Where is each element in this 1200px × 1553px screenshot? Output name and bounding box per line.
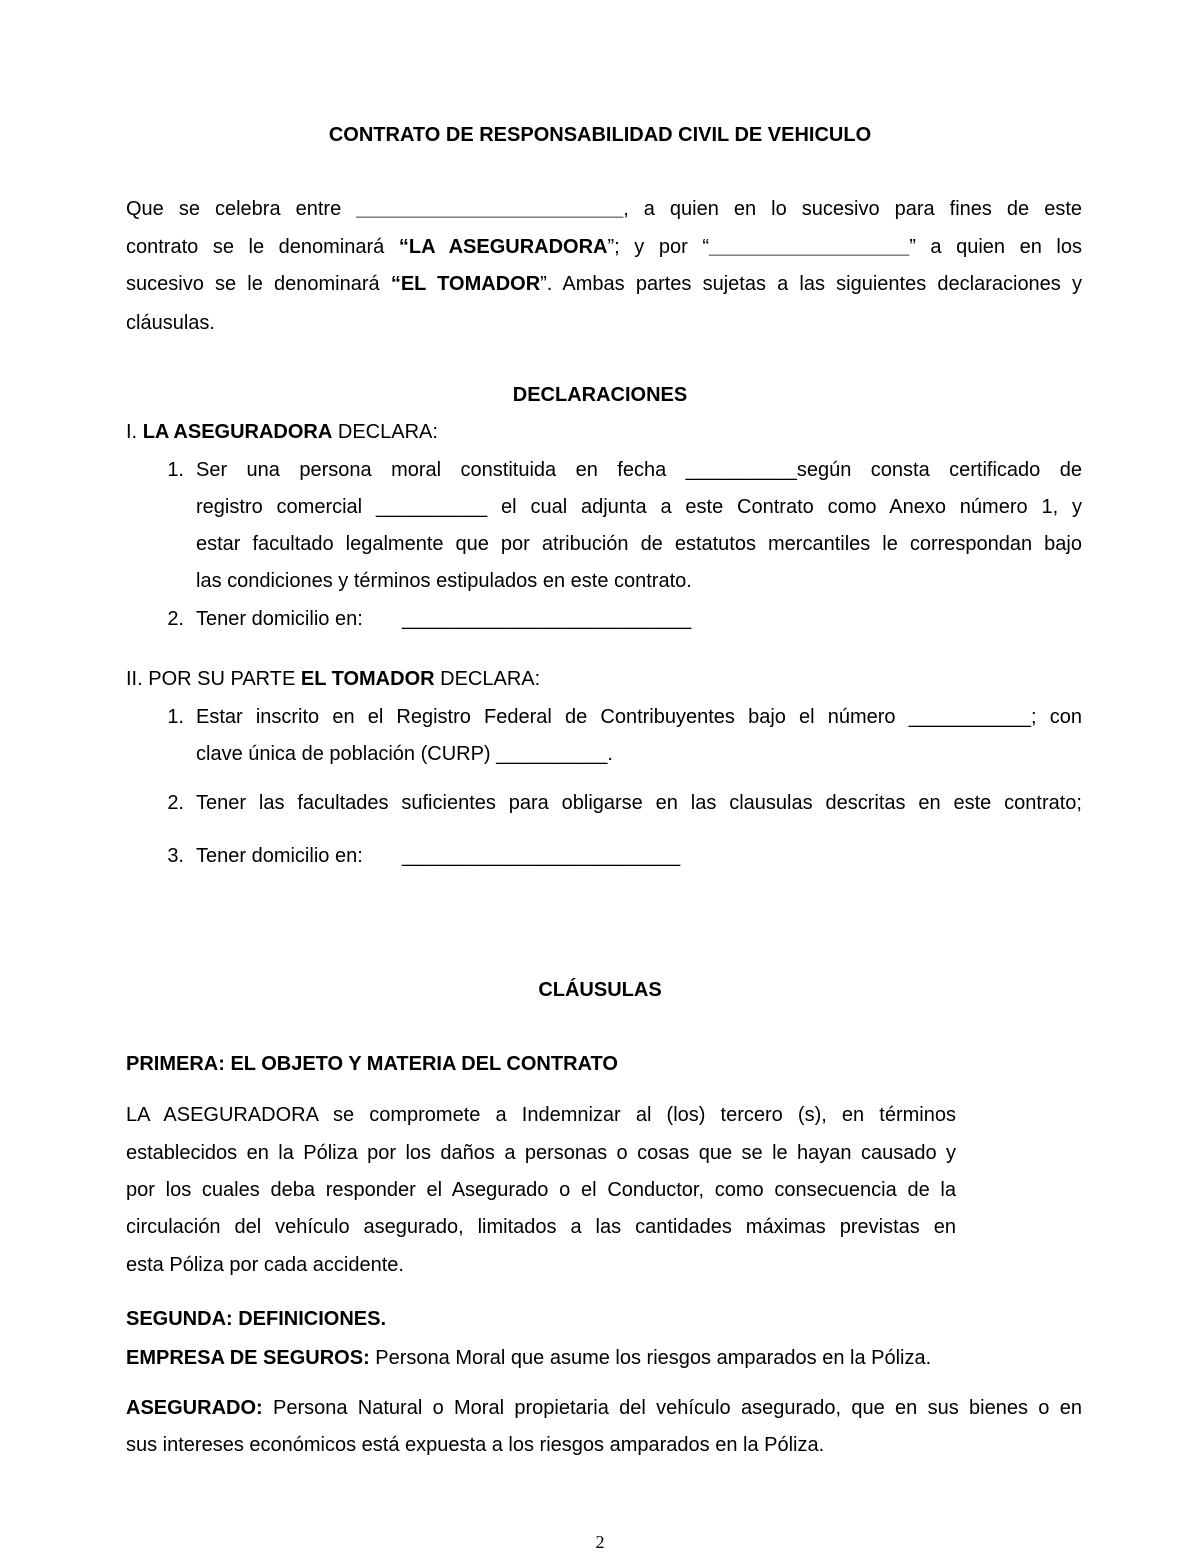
intro-line-1 [126, 198, 1082, 221]
list-item-line: Estar inscrito en el Registro Federal de Contribuyentes bajo el número ___________; con [196, 706, 1082, 728]
intro-text: ” a quien en los [909, 236, 1082, 258]
segunda-heading: SEGUNDA: DEFINICIONES. [126, 1308, 387, 1330]
list-number: 2. [167, 608, 184, 630]
list-item-line: registro comercial __________ el cual adjunta a este Contrato como Anexo número 1, y [196, 496, 1082, 518]
clausulas-heading: CLÁUSULAS [538, 979, 662, 1001]
intro-text: sucesivo se le denominará [126, 273, 380, 295]
aseguradora-term: “LA ASEGURADORA [398, 236, 608, 258]
list-number: 1. [167, 706, 184, 728]
list-item-label: Tener domicilio en: [196, 608, 363, 630]
intro-text: ”; y por “ [607, 236, 709, 258]
intro-line-3 [126, 273, 1082, 296]
section-1-heading [126, 421, 438, 444]
list-number: 3. [167, 845, 184, 867]
section-suffix: DECLARA: [440, 668, 541, 690]
list-item-label: Tener domicilio en: [196, 845, 363, 867]
section-2-heading [126, 668, 540, 691]
primera-heading: PRIMERA: EL OBJETO Y MATERIA DEL CONTRATO [126, 1053, 618, 1075]
aseguradora-name-blank: ________________________ [356, 198, 624, 220]
section-prefix: II. POR SU PARTE [126, 668, 296, 690]
section-suffix: DECLARA: [332, 421, 438, 443]
definition-asegurado [126, 1397, 1082, 1420]
section-prefix: I. [126, 421, 138, 443]
primera-line: establecidos en la Póliza por los daños a personas o cosas que se le hayan causado y [126, 1142, 956, 1164]
list-item-line: Ser una persona moral constituida en fecha __________según consta certificado de [196, 459, 1082, 481]
primera-line: por los cuales deba responder el Asegurado o el Conductor, como consecuencia de la [126, 1179, 956, 1201]
list-number: 1. [167, 459, 184, 481]
list-number: 2. [167, 792, 184, 814]
primera-line: LA ASEGURADORA se compromete a Indemnizar al (los) tercero (s), en términos [126, 1104, 956, 1126]
definition-asegurado-line-2: sus intereses económicos está expuesta a los riesgos amparados en la Póliza. [126, 1434, 825, 1456]
intro-text: contrato se le denominará [126, 236, 385, 258]
contract-title: CONTRATO DE RESPONSABILIDAD CIVIL DE VEHICULO [328, 124, 872, 146]
page-number: 2 [595, 1532, 605, 1552]
intro-text: ”. Ambas partes sujetas a las siguientes declaraciones y [540, 273, 1082, 295]
definition-term: EMPRESA DE SEGUROS: [126, 1347, 370, 1369]
list-item-line: clave única de población (CURP) __________. [196, 743, 613, 765]
intro-line-4: cláusulas. [126, 312, 215, 334]
definition-text: Persona Natural o Moral propietaria del vehículo asegurado, que en sus bienes o en [262, 1397, 1082, 1419]
definition-term: ASEGURADO: [126, 1397, 263, 1419]
intro-line-2 [126, 236, 1082, 259]
primera-line: circulación del vehículo asegurado, limitados a las cantidades máximas previstas en [126, 1216, 956, 1238]
primera-line: esta Póliza por cada accidente. [126, 1254, 404, 1276]
domicilio-blank: _________________________ [402, 845, 681, 867]
definition-text: Persona Moral que asume los riesgos amparados en la Póliza. [369, 1347, 932, 1369]
declaraciones-heading: DECLARACIONES [512, 384, 688, 406]
intro-text: , a quien en lo sucesivo para fines de este [623, 198, 1083, 220]
list-item-line: estar facultado legalmente que por atribución de estatutos mercantiles le correspondan bajo [196, 533, 1082, 555]
tomador-term: EL TOMADOR [300, 668, 435, 690]
tomador-term: “EL TOMADOR [390, 273, 541, 295]
domicilio-blank: __________________________ [402, 608, 692, 630]
intro-text: Que se celebra entre [126, 198, 342, 220]
list-item-line: Tener las facultades suficientes para obligarse en las clausulas descritas en este contrato; [196, 792, 1082, 814]
definition-empresa [126, 1347, 931, 1370]
aseguradora-term: LA ASEGURADORA [142, 421, 333, 443]
list-item-line: las condiciones y términos estipulados en este contrato. [196, 570, 692, 592]
tomador-name-blank: __________________ [708, 236, 910, 258]
